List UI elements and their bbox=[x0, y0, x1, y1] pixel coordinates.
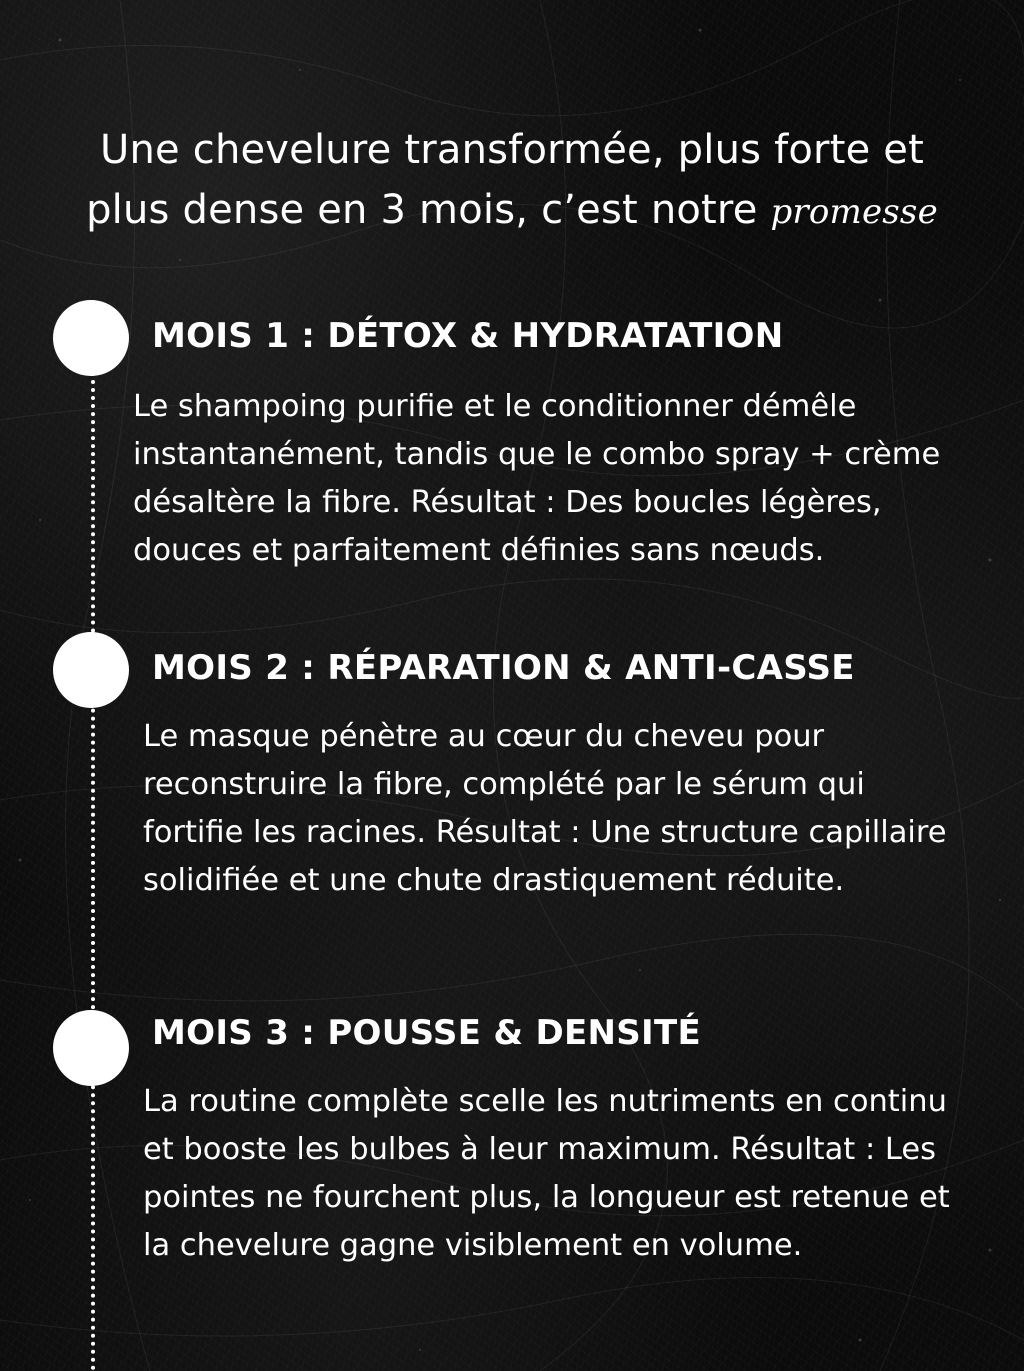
step-title-month-2: MOIS 2 : RÉPARATION & ANTI-CASSE bbox=[152, 648, 855, 688]
headline-line-2-text: plus dense en 3 mois, c’est notre bbox=[86, 187, 758, 233]
step-description-month-1: Le shampoing purifie et le conditionner démêle instantanément, tandis que le combo spray + crème désaltère la fibre. Résultat : Des boucles légères, douces et parfaitement définies sans nœuds. bbox=[133, 389, 941, 568]
step-description-month-2: Le masque pénètre au cœur du cheveu pour reconstruire la fibre, complété par le sérum qui fortifie les racines. Résultat : Une structure capillaire solidifiée et une chute drastiquement réduite. bbox=[143, 719, 947, 898]
timeline-node-month-1 bbox=[53, 300, 129, 376]
step-title-month-3: MOIS 3 : POUSSE & DENSITÉ bbox=[152, 1013, 702, 1053]
timeline-dotted-line bbox=[91, 372, 95, 1371]
headline-accent-word: promesse bbox=[770, 192, 938, 232]
headline-line-1: Une chevelure transformée, plus forte et bbox=[100, 127, 924, 173]
headline-line-2 bbox=[40, 180, 984, 242]
headline bbox=[40, 120, 984, 242]
step-title-month-1: MOIS 1 : DÉTOX & HYDRATATION bbox=[152, 316, 784, 356]
timeline-node-month-3 bbox=[53, 1010, 129, 1086]
timeline-node-month-2 bbox=[53, 632, 129, 708]
step-description-month-3: La routine complète scelle les nutriments en continu et booste les bulbes à leur maximum. Résultat : Les pointes ne fourchent plus, la longueur est retenue et la chevelure gagne visiblement en volume. bbox=[143, 1084, 950, 1263]
